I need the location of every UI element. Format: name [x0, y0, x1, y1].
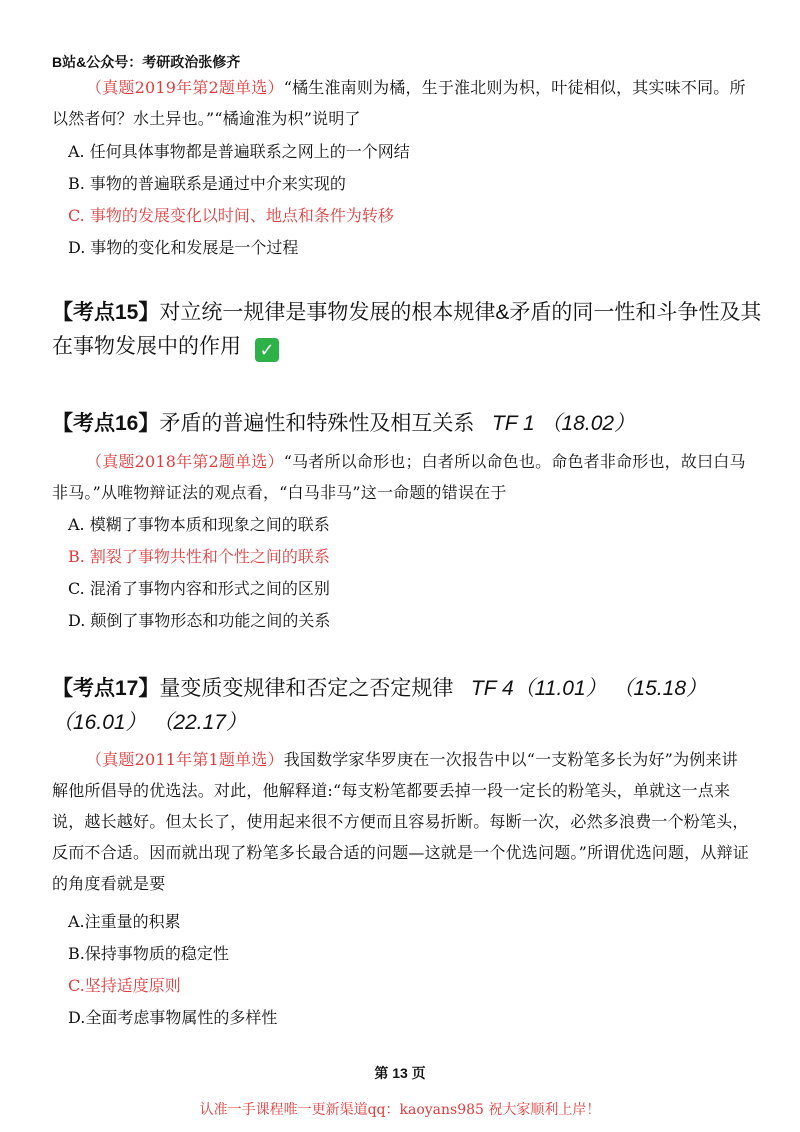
kaodian-16-tag: 【考点16】	[52, 412, 160, 435]
question-3-option-a: A.注重量的积累	[68, 912, 181, 931]
question-1-stem: “橘生淮南则为橘，生于淮北则为枳，叶徒相似，其实味不同。所以然者何？水土异也。”“橘逾淮为枳”说明了	[52, 78, 746, 128]
question-1-option-b: B. 事物的普遍联系是通过中介来实现的	[68, 174, 346, 193]
question-2	[52, 446, 752, 508]
question-3-stem: 我国数学家华罗庚在一次报告中以“一支粉笔多长为好”为例来讲解他所倡导的优选法。对此，他解释道:“每支粉笔都要丢掉一段一定长的粉笔头，单就这一点来说，越长越好。但太长了，使用起来很不方便而且容易折断。每断一次，必然多浪费一个粉笔头，反而不合适。因而就出现了粉笔多长最合适的问题—这就是一个优选问题。”所谓优选问题，从辩证的角度看就是要	[52, 750, 749, 893]
question-2-option-d: D. 颠倒了事物形态和功能之间的关系	[68, 611, 331, 630]
question-1-option-a: A. 任何具体事物都是普遍联系之网上的一个网结	[68, 142, 410, 161]
question-1-source: （真题2019年第2题单选）	[86, 78, 284, 97]
question-2-option-c: C. 混淆了事物内容和形式之间的区别	[68, 579, 330, 598]
kaodian-15-tag: 【考点15】	[52, 301, 160, 324]
kaodian-17-tag: 【考点17】	[52, 677, 160, 700]
kaodian-15-title: 对立统一规律是事物发展的根本规律&矛盾的同一性和斗争性及其在事物发展中的作用	[52, 301, 762, 358]
kaodian-17-title: 量变质变规律和否定之否定规律	[159, 677, 454, 700]
question-3-option-b: B.保持事物质的稳定性	[68, 944, 229, 963]
question-1	[52, 72, 752, 134]
question-1-option-d: D. 事物的变化和发展是一个过程	[68, 238, 299, 257]
kaodian-15-heading	[52, 296, 762, 364]
question-3	[52, 744, 752, 899]
question-2-option-a: A. 模糊了事物本质和现象之间的联系	[68, 515, 330, 534]
question-2-option-b-answer: B. 割裂了事物共性和个性之间的联系	[68, 547, 330, 566]
kaodian-17-frequency: TF 4（11.01） （15.18） （16.01） （22.17）	[52, 677, 708, 734]
kaodian-16-title: 矛盾的普遍性和特殊性及相互关系	[159, 412, 475, 435]
question-2-source: （真题2018年第2题单选）	[86, 452, 284, 471]
footer-notice: 认准一手课程唯一更新渠道qq：kaoyans985 祝大家顺利上岸！	[199, 1102, 601, 1118]
kaodian-17-heading	[52, 672, 762, 740]
question-2-stem: “马者所以命形也；白者所以命色也。命色者非命形也，故曰白马非马。”从唯物辩证法的观点看，“白马非马”这一命题的错误在于	[52, 452, 746, 502]
question-3-option-d: D.全面考虑事物属性的多样性	[68, 1008, 278, 1027]
header-source-label: B站&公众号：考研政治张修齐	[52, 54, 241, 70]
question-1-option-c-answer: C. 事物的发展变化以时间、地点和条件为转移	[68, 206, 394, 225]
kaodian-16-heading	[52, 407, 762, 441]
question-3-source: （真题2011年第1题单选）	[86, 750, 284, 769]
kaodian-16-frequency: TF 1 （18.02）	[491, 412, 636, 435]
page-number: 第 13 页	[374, 1065, 426, 1081]
check-mark-icon: ✓	[255, 338, 279, 362]
question-3-option-c-answer: C.坚持适度原则	[68, 976, 181, 995]
